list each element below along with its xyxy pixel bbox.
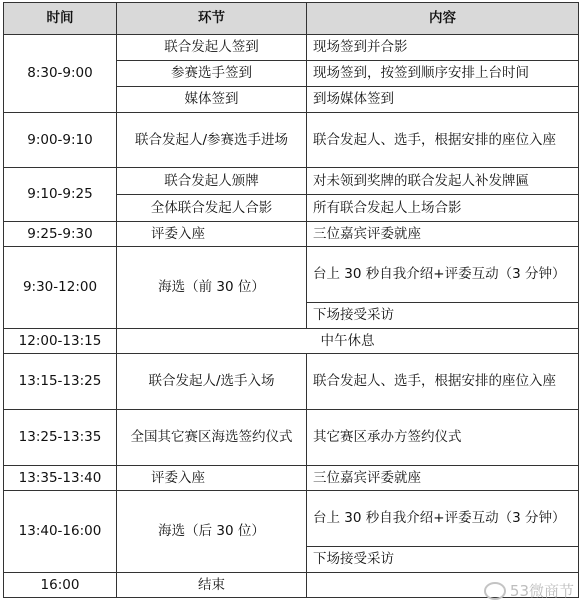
schedule-table: [3, 2, 579, 598]
segment-cell: 参赛选手签到: [117, 61, 307, 87]
content-cell: 联合发起人、选手，根据安排的座位入座: [307, 113, 579, 168]
content-cell: 台上 30 秒自我介绍+评委互动（3 分钟）: [307, 247, 579, 303]
time-cell: 9:30-12:00: [4, 247, 117, 329]
segment-cell: 结束: [117, 573, 307, 598]
content-cell: 联合发起人、选手，根据安排的座位入座: [307, 354, 579, 410]
watermark: [484, 580, 574, 601]
time-cell: 13:35-13:40: [4, 466, 117, 491]
content-cell: 三位嘉宾评委就座: [307, 222, 579, 247]
time-cell: 9:00-9:10: [4, 113, 117, 168]
wechat-icon: [484, 582, 506, 600]
segment-cell: 海选（后 30 位）: [117, 491, 307, 573]
segment-cell: 海选（前 30 位）: [117, 247, 307, 329]
segment-cell: 联合发起人/参赛选手进场: [117, 113, 307, 168]
time-cell: 13:25-13:35: [4, 410, 117, 466]
segment-cell: 联合发起人颁牌: [117, 168, 307, 195]
table-row: [4, 329, 579, 354]
content-cell: 下场接受采访: [307, 303, 579, 329]
segment-cell: 评委入座: [117, 222, 307, 247]
table-row: [4, 410, 579, 466]
content-cell: 下场接受采访: [307, 547, 579, 573]
content-cell: 对未领到奖牌的联合发起人补发牌匾: [307, 168, 579, 195]
time-cell: 12:00-13:15: [4, 329, 117, 354]
lunch-break-cell: 中午休息: [117, 329, 579, 354]
content-cell: 现场签到，按签到顺序安排上台时间: [307, 61, 579, 87]
content-cell: 其它赛区承办方签约仪式: [307, 410, 579, 466]
segment-cell: 全国其它赛区海选签约仪式: [117, 410, 307, 466]
table-row: [4, 113, 579, 168]
segment-cell: 评委入座: [117, 466, 307, 491]
table-row: [4, 466, 579, 491]
content-cell: 三位嘉宾评委就座: [307, 466, 579, 491]
table-row: [4, 491, 579, 547]
time-cell: 9:25-9:30: [4, 222, 117, 247]
content-cell: 现场签到并合影: [307, 35, 579, 61]
time-cell: 16:00: [4, 573, 117, 598]
segment-cell: 联合发起人签到: [117, 35, 307, 61]
table-row: [4, 168, 579, 195]
content-cell: 台上 30 秒自我介绍+评委互动（3 分钟）: [307, 491, 579, 547]
table-row: [4, 247, 579, 303]
header-row: [4, 3, 579, 35]
time-cell: 13:40-16:00: [4, 491, 117, 573]
table-row: [4, 222, 579, 247]
header-time: 时间: [4, 3, 117, 35]
content-cell: 所有联合发起人上场合影: [307, 195, 579, 222]
time-cell: 8:30-9:00: [4, 35, 117, 113]
header-segment: 环节: [117, 3, 307, 35]
segment-cell: 联合发起人/选手入场: [117, 354, 307, 410]
table-row: [4, 354, 579, 410]
segment-cell: 媒体签到: [117, 87, 307, 113]
time-cell: 9:10-9:25: [4, 168, 117, 222]
content-cell: 到场媒体签到: [307, 87, 579, 113]
watermark-text: 53微商节: [509, 582, 574, 600]
table-row: [4, 35, 579, 61]
segment-cell: 全体联合发起人合影: [117, 195, 307, 222]
header-content: 内容: [307, 3, 579, 35]
time-cell: 13:15-13:25: [4, 354, 117, 410]
